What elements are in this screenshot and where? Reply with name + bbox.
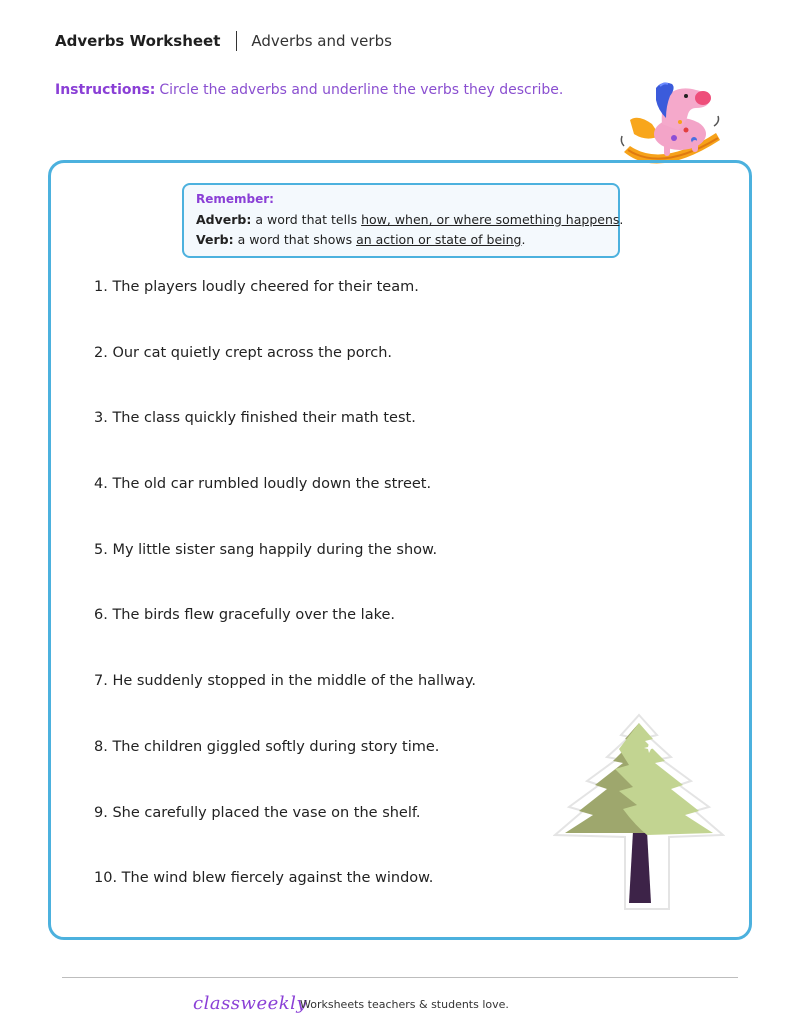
instructions-text: Circle the adverbs and underline the verbs they describe. xyxy=(159,82,564,98)
remember-title: Remember: xyxy=(196,192,274,206)
verb-definition xyxy=(196,230,606,250)
worksheet-title: Adverbs Worksheet xyxy=(55,32,221,50)
adverb-period: . xyxy=(619,212,624,227)
adverb-term: Adverb: xyxy=(196,212,252,227)
question-item: 5. My little sister sang happily during the show. xyxy=(94,541,438,558)
remember-box xyxy=(182,183,624,258)
question-item: 1. The players loudly cheered for their team. xyxy=(94,279,419,295)
worksheet-header xyxy=(55,30,392,52)
worksheet-subtitle: Adverbs and verbs xyxy=(251,32,392,50)
instructions xyxy=(55,82,563,98)
footer-brand-logo: classweekly xyxy=(193,993,308,1014)
question-item: 3. The class quickly finished their math test. xyxy=(94,410,416,427)
verb-prefix: a word that shows xyxy=(237,232,353,247)
question-item: 10. The wind blew fiercely against the window. xyxy=(94,870,434,887)
adverb-prefix: a word that tells xyxy=(255,212,358,227)
verb-term: Verb: xyxy=(196,232,234,247)
verb-period: . xyxy=(521,232,526,247)
adverb-definition-text: how, when, or where something happens xyxy=(361,212,620,227)
question-item: 9. She carefully placed the vase on the shelf. xyxy=(94,804,421,821)
question-item: 7. He suddenly stopped in the middle of the hallway. xyxy=(94,673,476,690)
pine-tree-icon xyxy=(553,713,725,913)
question-item: 4. The old car rumbled loudly down the street. xyxy=(94,476,432,493)
question-item: 6. The birds flew gracefully over the lake. xyxy=(94,607,396,624)
adverb-definition xyxy=(196,210,624,230)
question-list xyxy=(94,276,476,933)
footer-divider xyxy=(62,977,738,978)
footer-tagline: Worksheets teachers & students love. xyxy=(300,998,509,1011)
header-divider xyxy=(236,31,237,51)
verb-definition-text: an action or state of being xyxy=(356,232,522,247)
question-item: 2. Our cat quietly crept across the porch. xyxy=(94,344,393,361)
instructions-label: Instructions: xyxy=(55,82,156,98)
question-item: 8. The children giggled softly during story time. xyxy=(94,738,440,755)
